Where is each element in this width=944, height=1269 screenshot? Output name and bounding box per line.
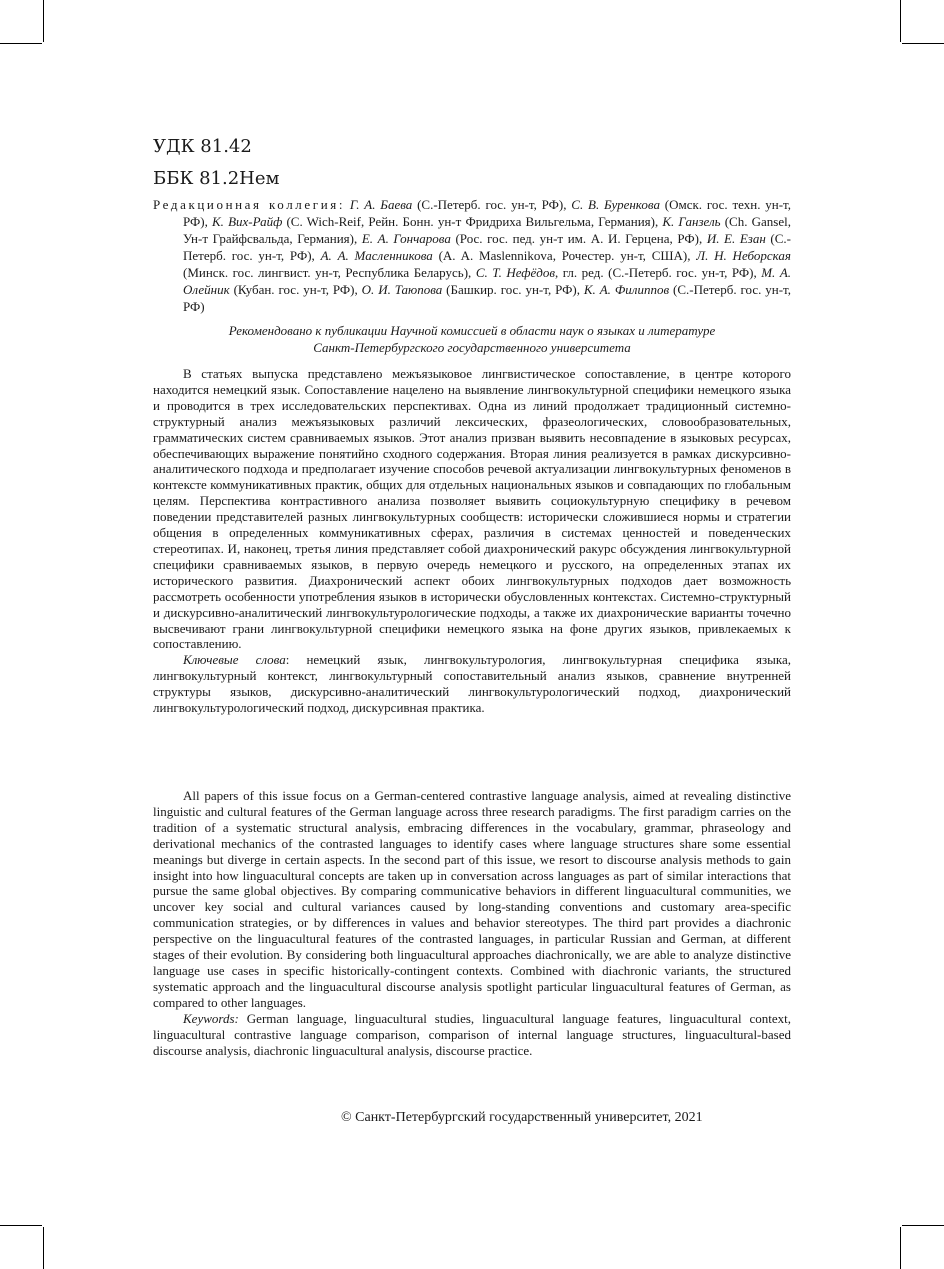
keywords-ru-label: Ключевые слова [183, 652, 286, 668]
board-member-affiliation: , гл. ред. (С.-Петерб. гос. ун-т, РФ), [554, 265, 762, 280]
editorial-board-label: Редакционная коллегия: [153, 197, 346, 212]
board-member-name: С. Т. Нефёдов [475, 265, 555, 280]
board-member-name: Е. А. Гончарова [361, 231, 451, 246]
board-member-name: А. А. Масленникова [320, 248, 433, 263]
crop-mark [900, 0, 901, 42]
board-member-affiliation: (С.-Петерб. гос. ун-т, РФ), [412, 197, 572, 212]
crop-mark [902, 1225, 944, 1226]
udk-code: УДК 81.42 [153, 136, 252, 157]
crop-mark [43, 0, 44, 42]
board-member-name: К. А. Филиппов [583, 282, 670, 297]
keywords-en [153, 1011, 791, 1059]
board-member-name: О. И. Таюпова [361, 282, 443, 297]
keywords-ru-text: : немецкий язык, лингвокультурология, лингвокультурная специфика языка, лингвокультурный контекст, лингвокультурный сопоставительный анализ языков, сравнение внутренней структуры языков, дискурсивно-аналитический лингвокультурологический подход, диахронический лингвокультурологический подход, дискурсивная практика. [153, 652, 791, 716]
board-member-affiliation: (A. A. Maslennikova, Рочестер. ун-т, США), [432, 248, 697, 263]
board-member-affiliation: (Омск. гос. техн. ун-т, РФ), [183, 197, 791, 229]
abstract-english [153, 788, 791, 1058]
board-member-name: Г. А. Баева [349, 197, 413, 212]
board-member-affiliation: (Башкир. гос. ун-т, РФ), [442, 282, 584, 297]
copyright: © Санкт-Петербургский государственный университет, 2021 [341, 1110, 703, 1125]
crop-mark [0, 1225, 42, 1226]
keywords-en-text: German language, linguacultural studies, linguacultural language features, linguacultural context, linguacultural contrastive language comparison, comparison of internal language structures, linguacultural-based discourse analysis, diachronic linguacultural analysis, discourse practice. [153, 1010, 791, 1058]
board-member-affiliation: (Минск. гос. лингвист. ун-т, Республика Беларусь), [183, 265, 476, 280]
crop-mark [900, 1227, 901, 1269]
board-member-affiliation: (Ch. Gansel, Ун-т Грайфсвальда, Германия), [183, 214, 791, 246]
board-member-name: Л. Н. Неборская [696, 248, 791, 263]
crop-mark [0, 43, 42, 44]
keywords-en-label: Keywords: [183, 1010, 239, 1026]
bbk-code: ББК 81.2Нем [153, 168, 280, 189]
editorial-board [153, 196, 791, 315]
crop-mark [43, 1227, 44, 1269]
board-member-affiliation: (Рос. гос. пед. ун-т им. А. И. Герцена, РФ), [450, 231, 707, 246]
board-member-name: С. В. Буренкова [571, 197, 660, 212]
board-member-affiliation: (Кубан. гос. ун-т, РФ), [229, 282, 362, 297]
board-member-name: М. А. Олейник [183, 265, 792, 297]
editorial-board-text [153, 196, 791, 315]
board-member-name: И. Е. Езан [706, 231, 766, 246]
board-member-name: К. Вих-Райф [212, 214, 283, 229]
board-member-affiliation: (С.-Петерб. гос. ун-т, РФ) [183, 282, 791, 314]
recommendation-line: Рекомендовано к публикации Научной комиссией в области наук о языках и литературе [228, 323, 716, 338]
abstract-ru-text: В статьях выпуска представлено межъязыковое лингвистическое сопоставление, в центре которого находится немецкий язык. Сопоставление нацелено на выявление лингвокультурной специфики немецкого языка и проводится в трех исследовательских перспективах. Одна из линий продолжает традиционный системно-структурный анализ межъязыковых различий лексических, фразеологических, словообразовательных, грамматических систем сравниваемых языков. Этот анализ призван выявить несовпадение в языковых ресурсах, обеспечивающих выражение понятийно сходного содержания. Вторая линия реализуется в рамках дискурсивно-аналитического подхода и предполагает изучение способов речевой актуализации лингвокультурных феноменов в контексте коммуникативных практик, общих для отдельных национальных языков и совпадающих по глобальным целям. Перспектива контрастивного анализа позволяет выявить социокультурную специфику в речевом поведении представителей разных лингвокультурных сообществ: исторически сложившиеся нормы и стратегии общения в определенных коммуникативных сферах, различия в системах ценностей и поведенческих стереотипах. И, наконец, третья линия представляет собой диахронический ракурс обсуждения лингвокультурной специфики сравниваемых языков, в первую очередь немецкого и русского, на определенных этапах их исторического развития. Диахронический аспект обоих лингвокультурных подходов дает возможность рассмотреть особенности употребления языков в исторически обусловленных контекстах. Системно-структурный и дискурсивно-аналитический лингвокультурологические подходы, а также их диахронические варианты точечно высвечивают грани лингвокультурной специфики немецкого языка на фоне других языков, привлекаемых к сопоставлению. [153, 366, 791, 652]
crop-mark [902, 43, 944, 44]
board-member-affiliation: (С.-Петерб. гос. ун-т, РФ), [183, 231, 791, 263]
keywords-ru [153, 652, 791, 716]
board-member-name: К. Ганзель [662, 214, 721, 229]
recommendation [153, 322, 791, 356]
recommendation-line: Санкт-Петербургского государственного университета [313, 340, 631, 355]
abstract-en-text: All papers of this issue focus on a German-centered contrastive language analysis, aimed at revealing distinctive linguistic and cultural features of the German language across three research paradigms. The first paradigm carries on the tradition of a systematic structural analysis, embracing differences in the vocabulary, grammar, phraseology and derivational mechanics of the contrasted languages to identify cases where language structures share some essential meanings but diverge in certain aspects. In the second part of this issue, we resort to discourse analysis methods to gain insight into how linguacultural concepts are taken up in conversation across languages as part of similar interactions that pursue the same global objectives. By comparing communicative behaviors in different linguacultural communities, we uncover key social and cultural variances caused by long-standing conventions and customary area-specific communication strategies, or by differences in values and behavior stereotypes. The third part provides a diachronic perspective on the linguacultural features of the contrasted languages, in particular Russian and German, at different stages of their evolution. By considering both linguacultural approaches diachronically, we are able to analyze distinctive language use cases in specific historically-contingent contexts. Combined with diachronic variants, the structured systematic approach and the linguacultural discourse analysis spotlight particular linguacultural features of German, as compared to other languages. [153, 788, 791, 1010]
abstract-russian [153, 366, 791, 716]
board-member-affiliation: (C. Wich-Reif, Рейн. Бонн. ун-т Фридриха Вильгельма, Германия), [282, 214, 663, 229]
